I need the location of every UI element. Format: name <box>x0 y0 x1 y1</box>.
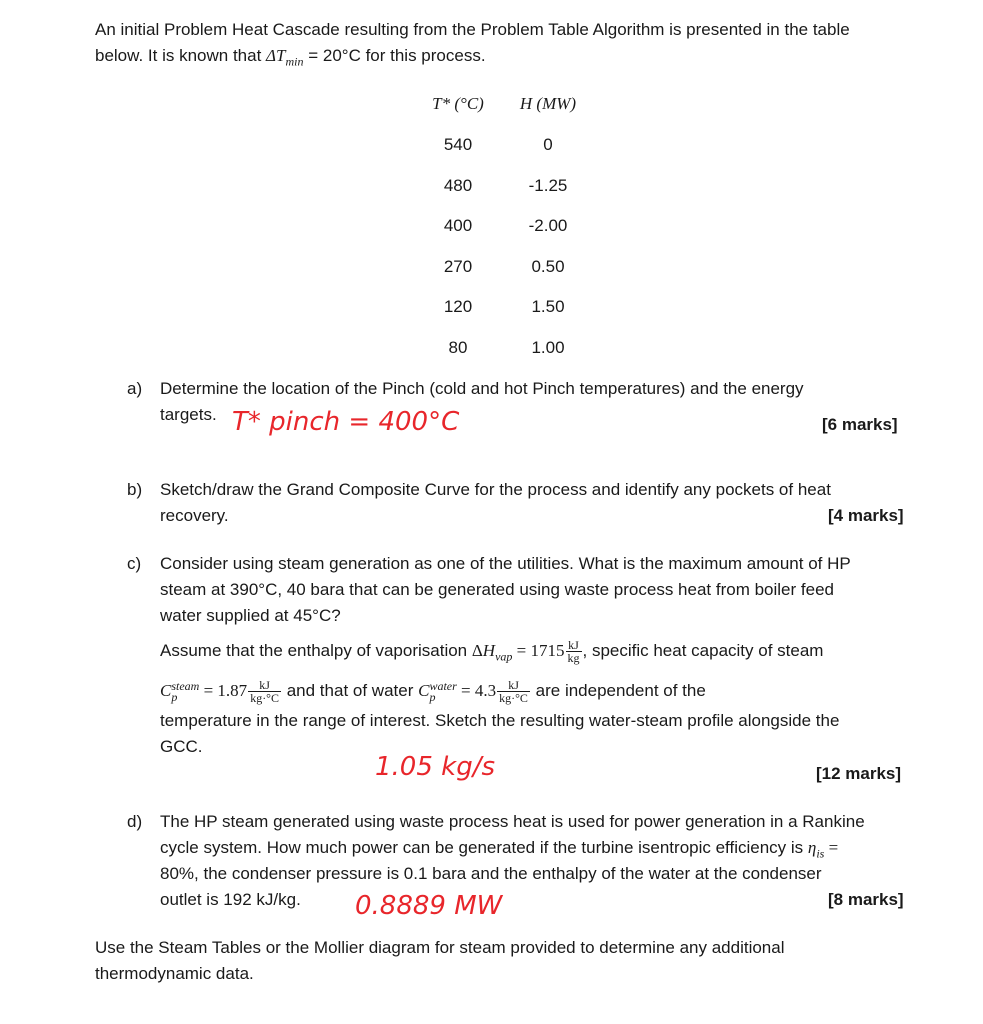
unit-kj-per-kg-c: $\frac{kJ}{kg\cdot^\circ C}$ <box>250 678 279 706</box>
table-cell-h: 1.50 <box>531 297 565 316</box>
question-b-label: b) <box>127 480 143 499</box>
question-b-line-1: Sketch/draw the Grand Composite Curve for the process and identify any pockets of heat <box>160 480 831 499</box>
question-d-line-3: 80%, the condenser pressure is 0.1 bara and the enthalpy of the water at the condenser <box>160 864 822 883</box>
question-d-label: d) <box>127 812 143 831</box>
table-cell-t: 120 <box>443 297 473 316</box>
question-d-line-1: The HP steam generated using waste process heat is used for power generation in a Rankine <box>160 812 865 831</box>
table-header-heat: H (MW) <box>519 94 577 113</box>
unit-kj-per-kg: $\frac{kJ}{kg}$ <box>567 638 580 666</box>
table-header-temperature: T* (°C) <box>432 94 484 113</box>
table-cell-t: 480 <box>443 176 473 195</box>
question-a-line-1: Determine the location of the Pinch (cold and hot Pinch temperatures) and the energy <box>160 379 804 398</box>
question-c-marks: [12 marks] <box>816 764 902 783</box>
question-d-marks: [8 marks] <box>828 890 904 909</box>
question-d-line-2: cycle system. How much power can be generated if the turbine isentropic efficiency is $\eta_{is}$ = <box>160 838 839 861</box>
question-c-line-6: temperature in the range of interest. Sketch the resulting water-steam profile alongside the <box>160 711 840 730</box>
unit-kj-per-kg-c: $\frac{kJ}{kg\cdot^\circ C}$ <box>499 678 528 706</box>
intro-line-1: An initial Problem Heat Cascade resulting from the Problem Table Algorithm is presented in the table <box>95 20 850 39</box>
footer-line-2: thermodynamic data. <box>95 964 254 983</box>
table-cell-h: 1.00 <box>531 338 565 357</box>
table-cell-t: 540 <box>443 135 473 154</box>
handwritten-steam-answer: 1.05 kg/s <box>375 752 496 782</box>
table-cell-h: 0.50 <box>531 257 565 276</box>
question-c-label: c) <box>127 554 142 573</box>
handwritten-power-answer: 0.8889 MW <box>355 891 503 921</box>
table-cell-h: -1.25 <box>528 176 568 195</box>
intro-line-2: below. It is known that $\Delta T_{min} = 20^\circ C$ for this process. <box>95 46 486 69</box>
table-cell-h: 0 <box>543 135 553 154</box>
handwritten-pinch-answer: T* pinch = 400°C <box>232 407 460 437</box>
table-cell-t: 400 <box>443 216 473 235</box>
question-c-line-7: GCC. <box>160 737 203 756</box>
table-cell-t: 270 <box>443 257 473 276</box>
question-b-line-2: recovery. <box>160 506 229 525</box>
table-cell-t: 80 <box>448 338 468 357</box>
question-a-marks: [6 marks] <box>822 415 898 434</box>
question-d-line-4: outlet is 192 kJ/kg. <box>160 890 301 909</box>
question-c-line-1: Consider using steam generation as one of the utilities. What is the maximum amount of HP <box>160 554 851 573</box>
question-c-line-4: Assume that the enthalpy of vaporisation $\Delta H_{vap} = 1715$ $\frac{kJ}{kg}$ , specific heat capacity of steam <box>160 638 824 666</box>
table-cell-h: -2.00 <box>528 216 568 235</box>
question-c-line-3: water supplied at 45°C? <box>160 606 341 625</box>
question-a-line-2: targets. <box>160 405 217 424</box>
question-c-line-2: steam at 390°C, 40 bara that can be generated using waste process heat from boiler feed <box>160 580 834 599</box>
question-a-label: a) <box>127 379 143 398</box>
question-b-marks: [4 marks] <box>828 506 904 525</box>
question-c-line-5: C steam p = 1.87 $\frac{kJ}{kg\cdot^\circ C}$ and that of water C water p = 4.3 $\frac{kJ}{kg\cdot^\circ C}$ are independent of the <box>160 678 706 706</box>
footer-line-1: Use the Steam Tables or the Mollier diagram for steam provided to determine any additional <box>95 938 785 957</box>
